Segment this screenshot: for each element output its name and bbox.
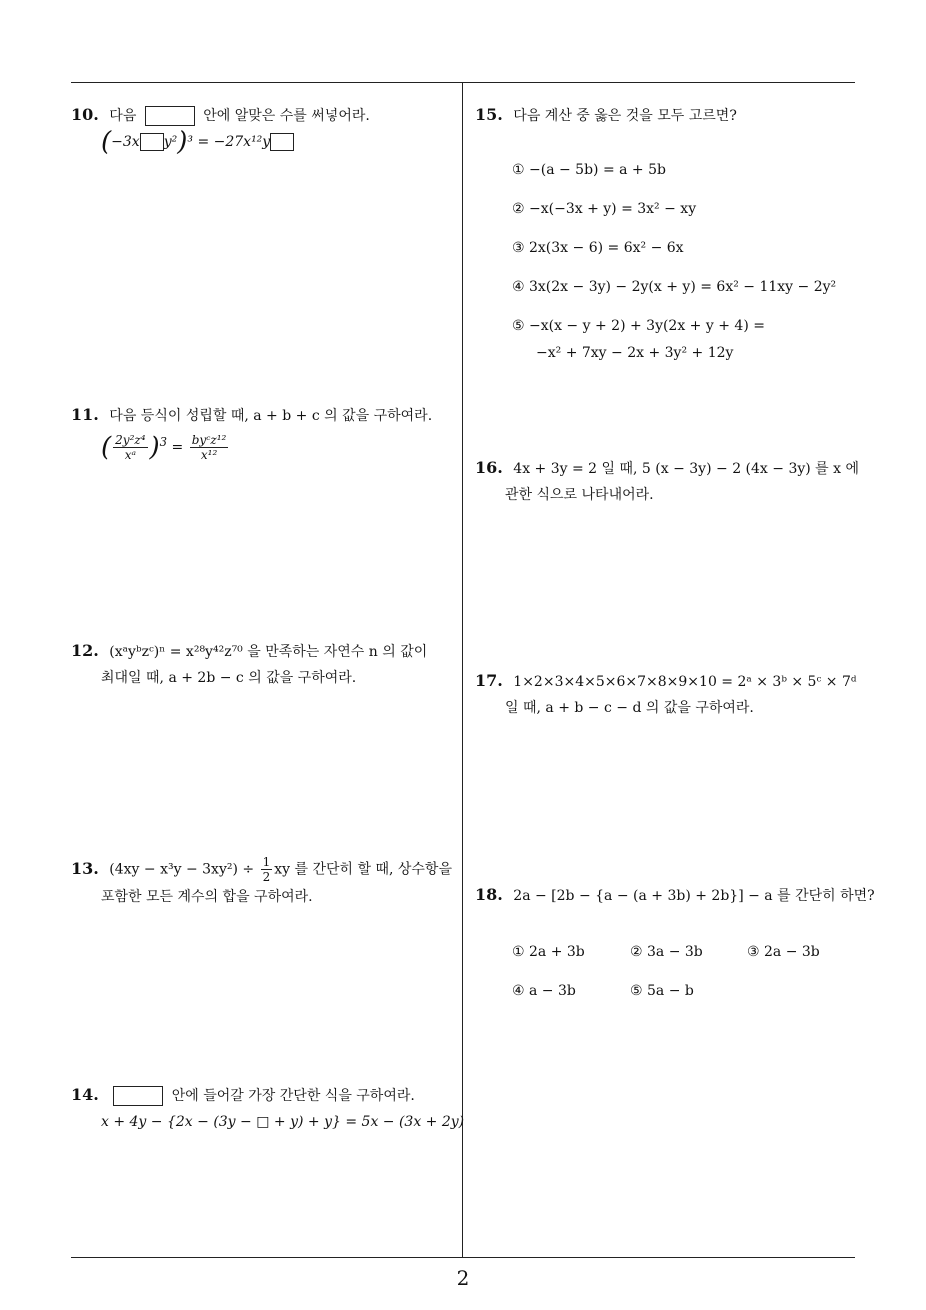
top-rule bbox=[71, 82, 855, 83]
question-11: 11. 다음 등식이 성립할 때, a + b + c 의 값을 구하여라. ( $\frac{\text{2y²z⁴}}{\text{xᵃ}}$ )$^3$ = $\frac{\text{byᶜz¹²}}{\text{x¹²}}$ bbox=[71, 405, 433, 463]
question-number: 10. bbox=[71, 105, 99, 124]
q15-option-1: ① −(a − 5b) = a + 5b bbox=[512, 162, 666, 178]
answer-box-small bbox=[140, 133, 164, 151]
q18-option-4: ④ a − 3b bbox=[512, 983, 576, 999]
answer-box bbox=[145, 106, 195, 126]
q18-option-3: ③ 2a − 3b bbox=[747, 944, 820, 960]
question-10: 10. 다음 안에 알맞은 수를 써넣어라. (−3x y²)³ = −27x¹²y bbox=[71, 105, 370, 157]
answer-box-small bbox=[270, 133, 294, 151]
answer-box bbox=[113, 1086, 163, 1106]
q15-option-3: ③ 2x(3x − 6) = 6x² − 6x bbox=[512, 240, 684, 256]
q18-option-1: ① 2a + 3b bbox=[512, 944, 585, 960]
question-11-expression: ( $\frac{\text{2y²z⁴}}{\text{xᵃ}}$ )$^3$ = $\frac{\text{byᶜz¹²}}{\text{x¹²}}$ bbox=[101, 432, 227, 463]
question-16: 16. 4x + 3y = 2 일 때, 5 (x − 3y) − 2 (4x − 3y) 를 x 에 관한 식으로 나타내어라. bbox=[475, 458, 860, 503]
question-15: 15. 다음 계산 중 옳은 것을 모두 고르면? bbox=[475, 105, 737, 124]
question-18: 18. 2a − [2b − {a − (a + 3b) + 2b}] − a 를 간단히 하면? bbox=[475, 885, 875, 904]
q18-option-5: ⑤ 5a − b bbox=[630, 983, 694, 999]
page-number: 2 bbox=[456, 1266, 470, 1290]
question-10-expression: (−3x y²)³ = −27x¹²y bbox=[71, 129, 370, 155]
question-17: 17. 1×2×3×4×5×6×7×8×9×10 = 2ᵃ × 3ᵇ × 5ᶜ × 7ᵈ 일 때, a + b − c − d 의 값을 구하여라. bbox=[475, 671, 857, 716]
question-13: 13. (4xy − x³y − 3xy²) ÷ $\frac{1}{2}$ xy 를 간단히 할 때, 상수항을 포함한 모든 계수의 합을 구하여라. bbox=[71, 855, 452, 905]
q15-option-5-cont: −x² + 7xy − 2x + 3y² + 12y bbox=[536, 345, 734, 361]
question-12: 12. (xᵃyᵇzᶜ)ⁿ = x²⁸y⁴²z⁷⁰ 을 만족하는 자연수 n 의 값이 최대일 때, a + 2b − c 의 값을 구하여라. bbox=[71, 641, 428, 686]
question-14: 14. 안에 들어갈 가장 간단한 식을 구하여라. x + 4y − {2x − (3y − □ + y) + y} = 5x − (3x + 2y) bbox=[71, 1085, 465, 1130]
q15-option-4: ④ 3x(2x − 3y) − 2y(x + y) = 6x² − 11xy − 2y² bbox=[512, 279, 837, 295]
q18-option-2: ② 3a − 3b bbox=[630, 944, 703, 960]
q15-option-2: ② −x(−3x + y) = 3x² − xy bbox=[512, 201, 697, 217]
bottom-rule bbox=[71, 1257, 855, 1258]
q15-option-5: ⑤ −x(x − y + 2) + 3y(2x + y + 4) = bbox=[512, 318, 765, 334]
